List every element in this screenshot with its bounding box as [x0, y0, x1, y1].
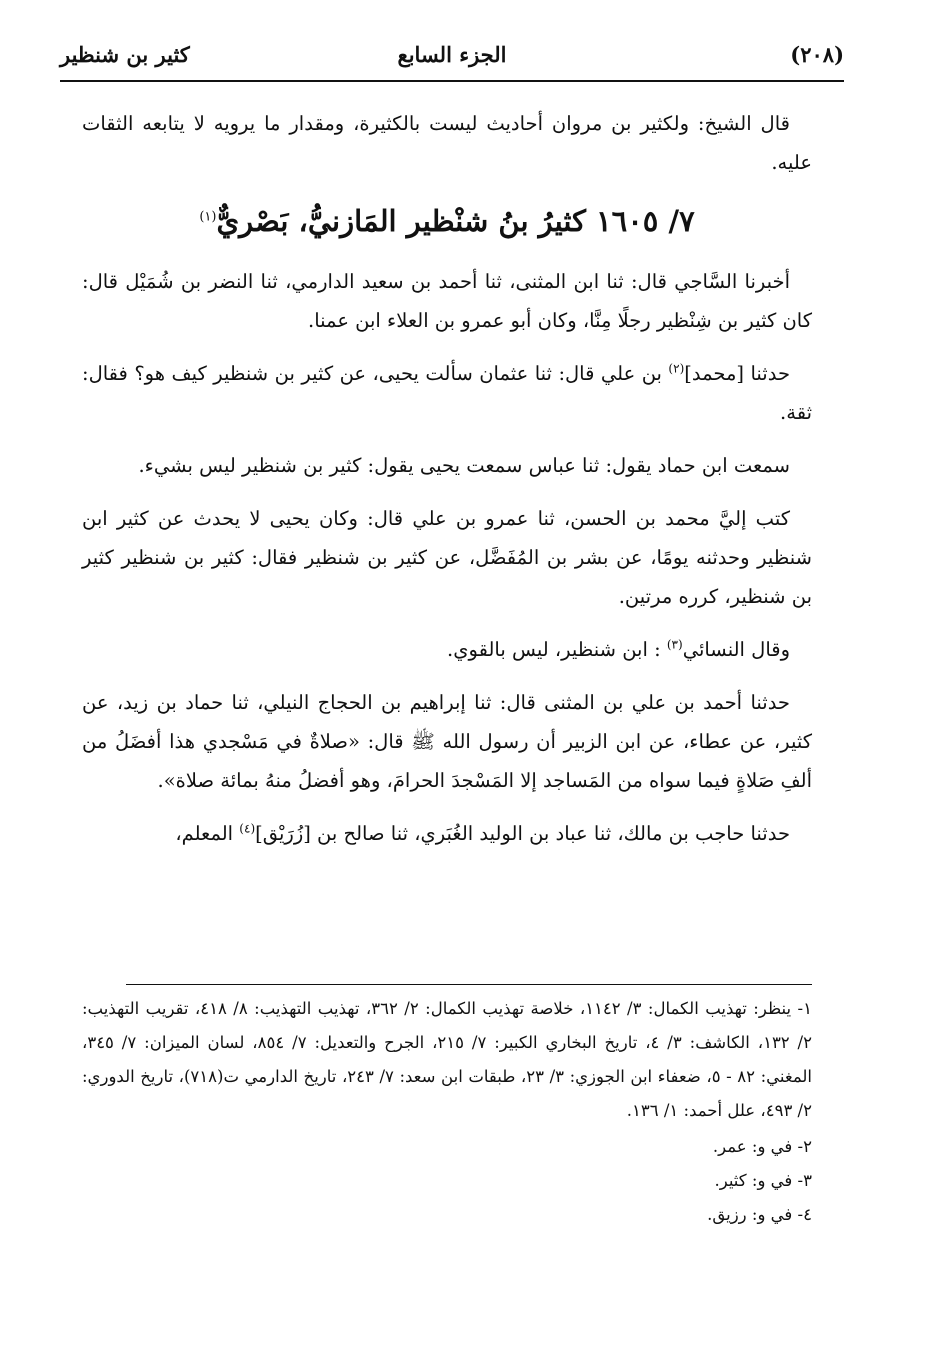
entry-title: كثيرُ بنُ شنْظير المَازنيُّ، بَصْريٌّ	[216, 204, 586, 238]
paragraph-6	[82, 630, 812, 669]
paragraph-1: قال الشيخ: ولكثير بن مروان أحاديث ليست بالكثيرة، ومقدار ما يرويه لا يتابعه الثقات عليه.	[82, 112, 812, 174]
footnote-3: ٣- في و: كثير.	[714, 1171, 812, 1190]
entry-heading	[82, 196, 812, 246]
paragraph-3-rest: بن علي قال: ثنا عثمان سألت يحيى، عن كثير بن شنظير كيف هو؟ فقال: ثقة.	[82, 362, 812, 424]
footnote-ref-1: (١)	[199, 209, 217, 225]
footnote-ref-3: (٣)	[666, 637, 683, 652]
paragraph-8	[82, 814, 812, 853]
page-number: (٢٠٨)	[790, 42, 844, 67]
paragraph-2: أخبرنا السَّاجي قال: ثنا ابن المثنى، ثنا أحمد بن سعيد الدارمي، ثنا النضر بن شُمَيْل قال: كان كثير بن شِنْظير رجلًا مِنَّا، وكان أبو عمرو بن العلاء ابن عمنا.	[82, 270, 812, 332]
paragraph-5: كتب إليَّ محمد بن الحسن، ثنا عمرو بن علي قال: وكان يحيى لا يحدث عن كثير ابن شنظير وحدثنه يومًا، عن بشر بن المُفَضَّل، عن كثير بن شنظير فقال: كثير بن شنظير كثير بن شنظير، كرره مرتين.	[82, 507, 812, 608]
page-header	[60, 38, 844, 78]
entry-number: ٧/ ١٦٠٥	[596, 204, 695, 238]
paragraph-3-start: حدثنا [محمد]	[684, 362, 791, 385]
running-entry-name: كثير بن شنظير	[60, 42, 190, 67]
paragraph-8-rest: المعلم،	[175, 822, 240, 845]
footnote-ref-2: (٢)	[668, 361, 685, 376]
main-text	[82, 104, 812, 867]
footnote-ref-4: (٤)	[239, 821, 256, 836]
paragraph-8-start: حدثنا حاجب بن مالك، ثنا عباد بن الوليد الغُبَري، ثنا صالح بن [زُرَيْق]	[255, 822, 790, 845]
paragraph-3	[82, 354, 812, 432]
footnote-1: ١- ينظر: تهذيب الكمال: ٣/ ١١٤٢، خلاصة تهذيب الكمال: ٢/ ٣٦٢، تهذيب التهذيب: ٨/ ٤١٨، تقريب التهذيب: ٢/ ١٣٢، الكاشف: ٣/ ٤، تاريخ البخاري الكبير: ٧/ ٢١٥، الجرح والتعديل: ٧/ ٨٥٤، لسان الميزان: ٧/ ٣٤٥، المغني: ٨٢ - ٥، ضعفاء ابن الجوزي: ٣/ ٢٣، طبقات ابن سعد: ٧/ ٢٤٣، تاريخ الدارمي ت(٧١٨)، تاريخ الدوري: ٢/ ٤٩٣، علل أحمد: ١/ ١٣٦.	[82, 999, 813, 1120]
footnotes	[82, 992, 812, 1232]
paragraph-4: سمعت ابن حماد يقول: ثنا عباس سمعت يحيى يقول: كثير بن شنظير ليس بشيء.	[138, 454, 790, 477]
footnote-divider	[126, 984, 812, 985]
footnote-4: ٤- في و: رزيق.	[707, 1205, 812, 1224]
paragraph-6-rest: : ابن شنظير، ليس بالقوي.	[447, 638, 667, 661]
paragraph-7: حدثنا أحمد بن علي بن المثنى قال: ثنا إبراهيم بن الحجاج النيلي، ثنا حماد بن زيد، عن كثير، عن عطاء، عن ابن الزبير أن رسول الله ﷺ قال: «صلاةٌ في مَسْجدي هذا أفضَلُ من ألفِ صَلاةٍ فيما سواه من المَساجد إلا المَسْجدَ الحرامَ، وهو أفضلُ منهُ بمائة صلاة».	[82, 691, 812, 792]
footnote-2: ٢- في و: عمر.	[712, 1137, 812, 1156]
paragraph-6-start: وقال النسائي	[682, 638, 790, 661]
volume-title: الجزء السابع	[397, 42, 507, 67]
header-divider	[60, 80, 844, 82]
